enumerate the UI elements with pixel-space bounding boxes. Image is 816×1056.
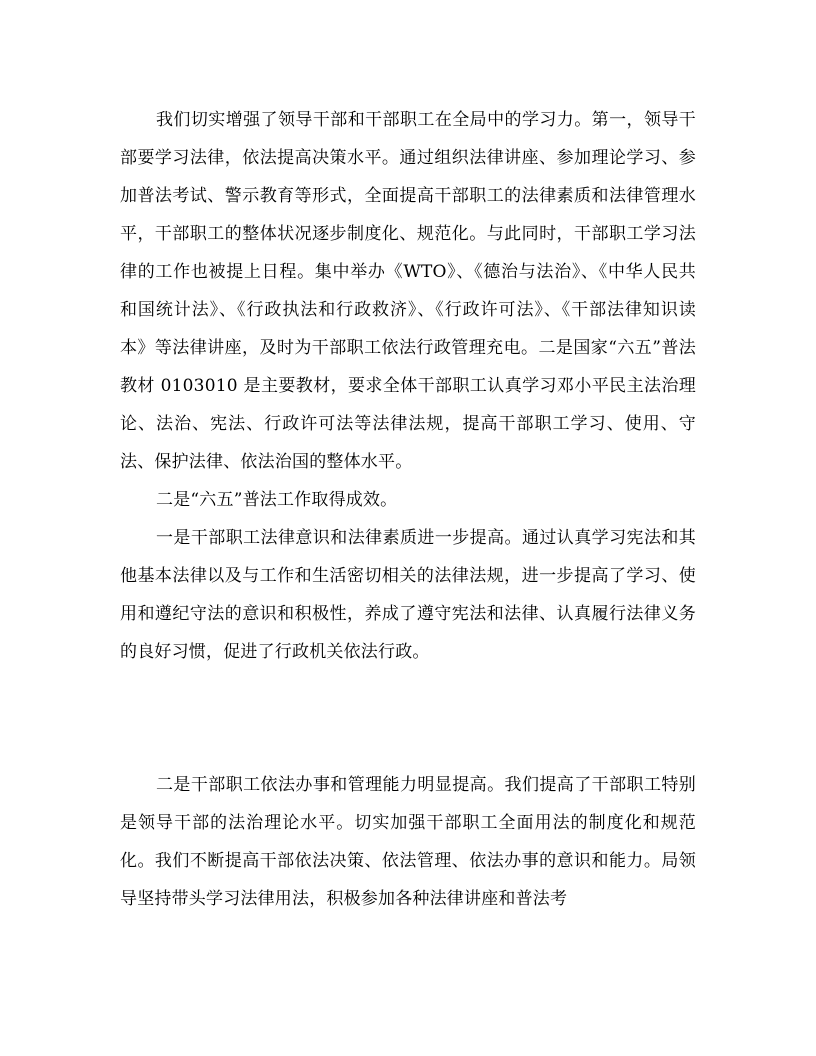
text-block-bottom	[120, 766, 696, 918]
paragraph-legal-awareness: 一是干部职工法律意识和法律素质进一步提高。通过认真学习宪法和其他基本法律以及与工作和生活密切相关的法律法规，进一步提高了学习、使用和遵纪守法的意识和积极性，养成了遵守宪法和法律、认真履行法律义务的良好习惯，促进了行政机关依法行政。	[120, 528, 696, 662]
paragraph-results-heading: 二是“六五”普法工作取得成效。	[156, 490, 398, 510]
paragraph-study-capacity: 我们切实增强了领导干部和干部职工在全局中的学习力。第一，领导干部要学习法律，依法提高决策水平。通过组织法律讲座、参加理论学习、参加普法考试、警示教育等形式，全面提高干部职工的法律素质和法律管理水平，干部职工的整体状况逐步制度化、规范化。与此同时，干部职工学习法律的工作也被提上日程。集中举办《WTO》、《德治与法治》、《中华人民共和国统计法》、《行政执法和行政救济》、《行政许可法》、《干部法律知识读本》等法律讲座，及时为干部职工依法行政管理充电。二是国家“六五”普法教材 0103010 是主要教材，要求全体干部职工认真学习邓小平民主法治理论、法治、宪法、行政许可法等法律法规，提高干部职工学习、使用、守法、保护法律、依法治国的整体水平。	[120, 110, 696, 472]
paragraph-management-ability: 二是干部职工依法办事和管理能力明显提高。我们提高了干部职工特别是领导干部的法治理论水平。切实加强干部职工全面用法的制度化和规范化。我们不断提高干部依法决策、依法管理、依法办事的意识和能力。局领导坚持带头学习法律用法，积极参加各种法律讲座和普法考	[120, 775, 696, 909]
text-block-top	[120, 101, 696, 671]
